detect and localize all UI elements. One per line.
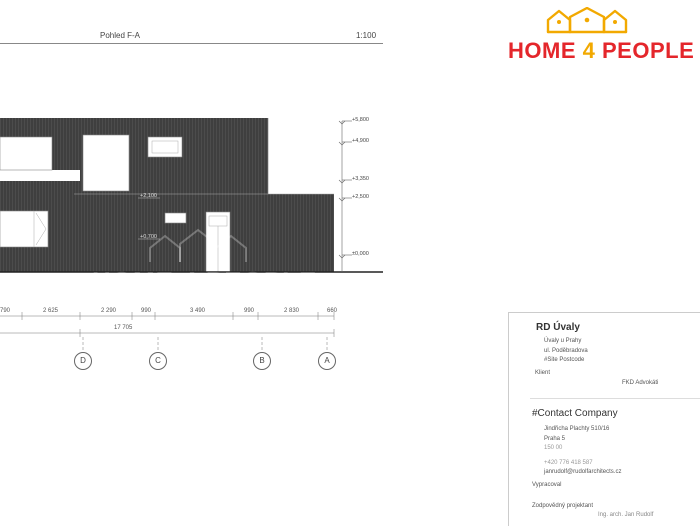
dim-790: 790 [0,308,11,314]
dim-total: 17 705 [114,325,133,331]
company-title: #Contact Company [532,408,618,419]
client-label: Klient [535,370,551,376]
brand-logo-text [508,38,694,64]
dim-2830: 2 830 [284,308,300,314]
company-city: Praha 5 [544,436,566,442]
logo-word-people: PEOPLE [602,38,695,63]
address-line-2: ul. Poděbradova [544,348,588,354]
company-postcode: 150 00 [544,445,563,451]
level-5800: +5,800 [352,117,369,123]
dim-2290: 2 290 [101,308,117,314]
level-4900: +4,900 [352,138,369,144]
dim-3490: 3 490 [190,308,206,314]
project-title: RD Úvaly [536,322,580,333]
window-mark-0700: +0,700 [140,234,157,240]
watermark-text: HOME 4 PEOPLE [92,266,318,296]
client-value: FKD Advokáti [622,380,659,386]
axis-c: C [149,352,167,370]
dim-990-a: 990 [141,308,152,314]
axis-d: D [74,352,92,370]
logo-number: 4 [582,38,596,63]
logo-word-home: HOME [508,38,576,63]
level-2500: +2,500 [352,194,369,200]
address-line-1: Úvaly u Prahy [544,338,582,344]
company-phone: +420 776 418 587 [544,460,593,466]
level-3350: +3,350 [352,176,369,182]
level-markers [339,121,352,272]
prepared-label: Vypracoval [532,482,562,488]
dimension-lines [0,312,334,353]
axis-a: A [318,352,336,370]
title-block-border [508,312,700,526]
company-email: janrudolf@rudolfarchitects.cz [544,469,622,475]
window-upper-2 [83,135,129,191]
address-line-3: #Site Postcode [544,357,585,363]
dim-2625: 2 625 [43,308,59,314]
dim-990-b: 990 [244,308,255,314]
level-0000: ±0,000 [352,251,369,257]
drawing-scale: 1:100 [356,31,377,40]
axis-b: B [253,352,271,370]
designer-label: Zodpovědný projektant [532,503,594,509]
lower-volume [74,194,334,272]
designer-value: Ing. arch. Jan Rudolf [598,512,654,518]
view-title: Pohled F-A [100,31,141,40]
window-upper-3 [148,137,182,157]
balcony-slab [0,170,80,181]
window-lower-1 [0,211,48,247]
dim-660: 660 [327,308,338,314]
company-divider [530,398,700,399]
houses-crown-icon [545,7,629,35]
window-lower-2 [165,213,186,223]
company-street: Jindřicha Plachty 510/16 [544,426,610,432]
window-mark-2100: +2,100 [140,193,157,199]
window-upper-1 [0,137,52,170]
